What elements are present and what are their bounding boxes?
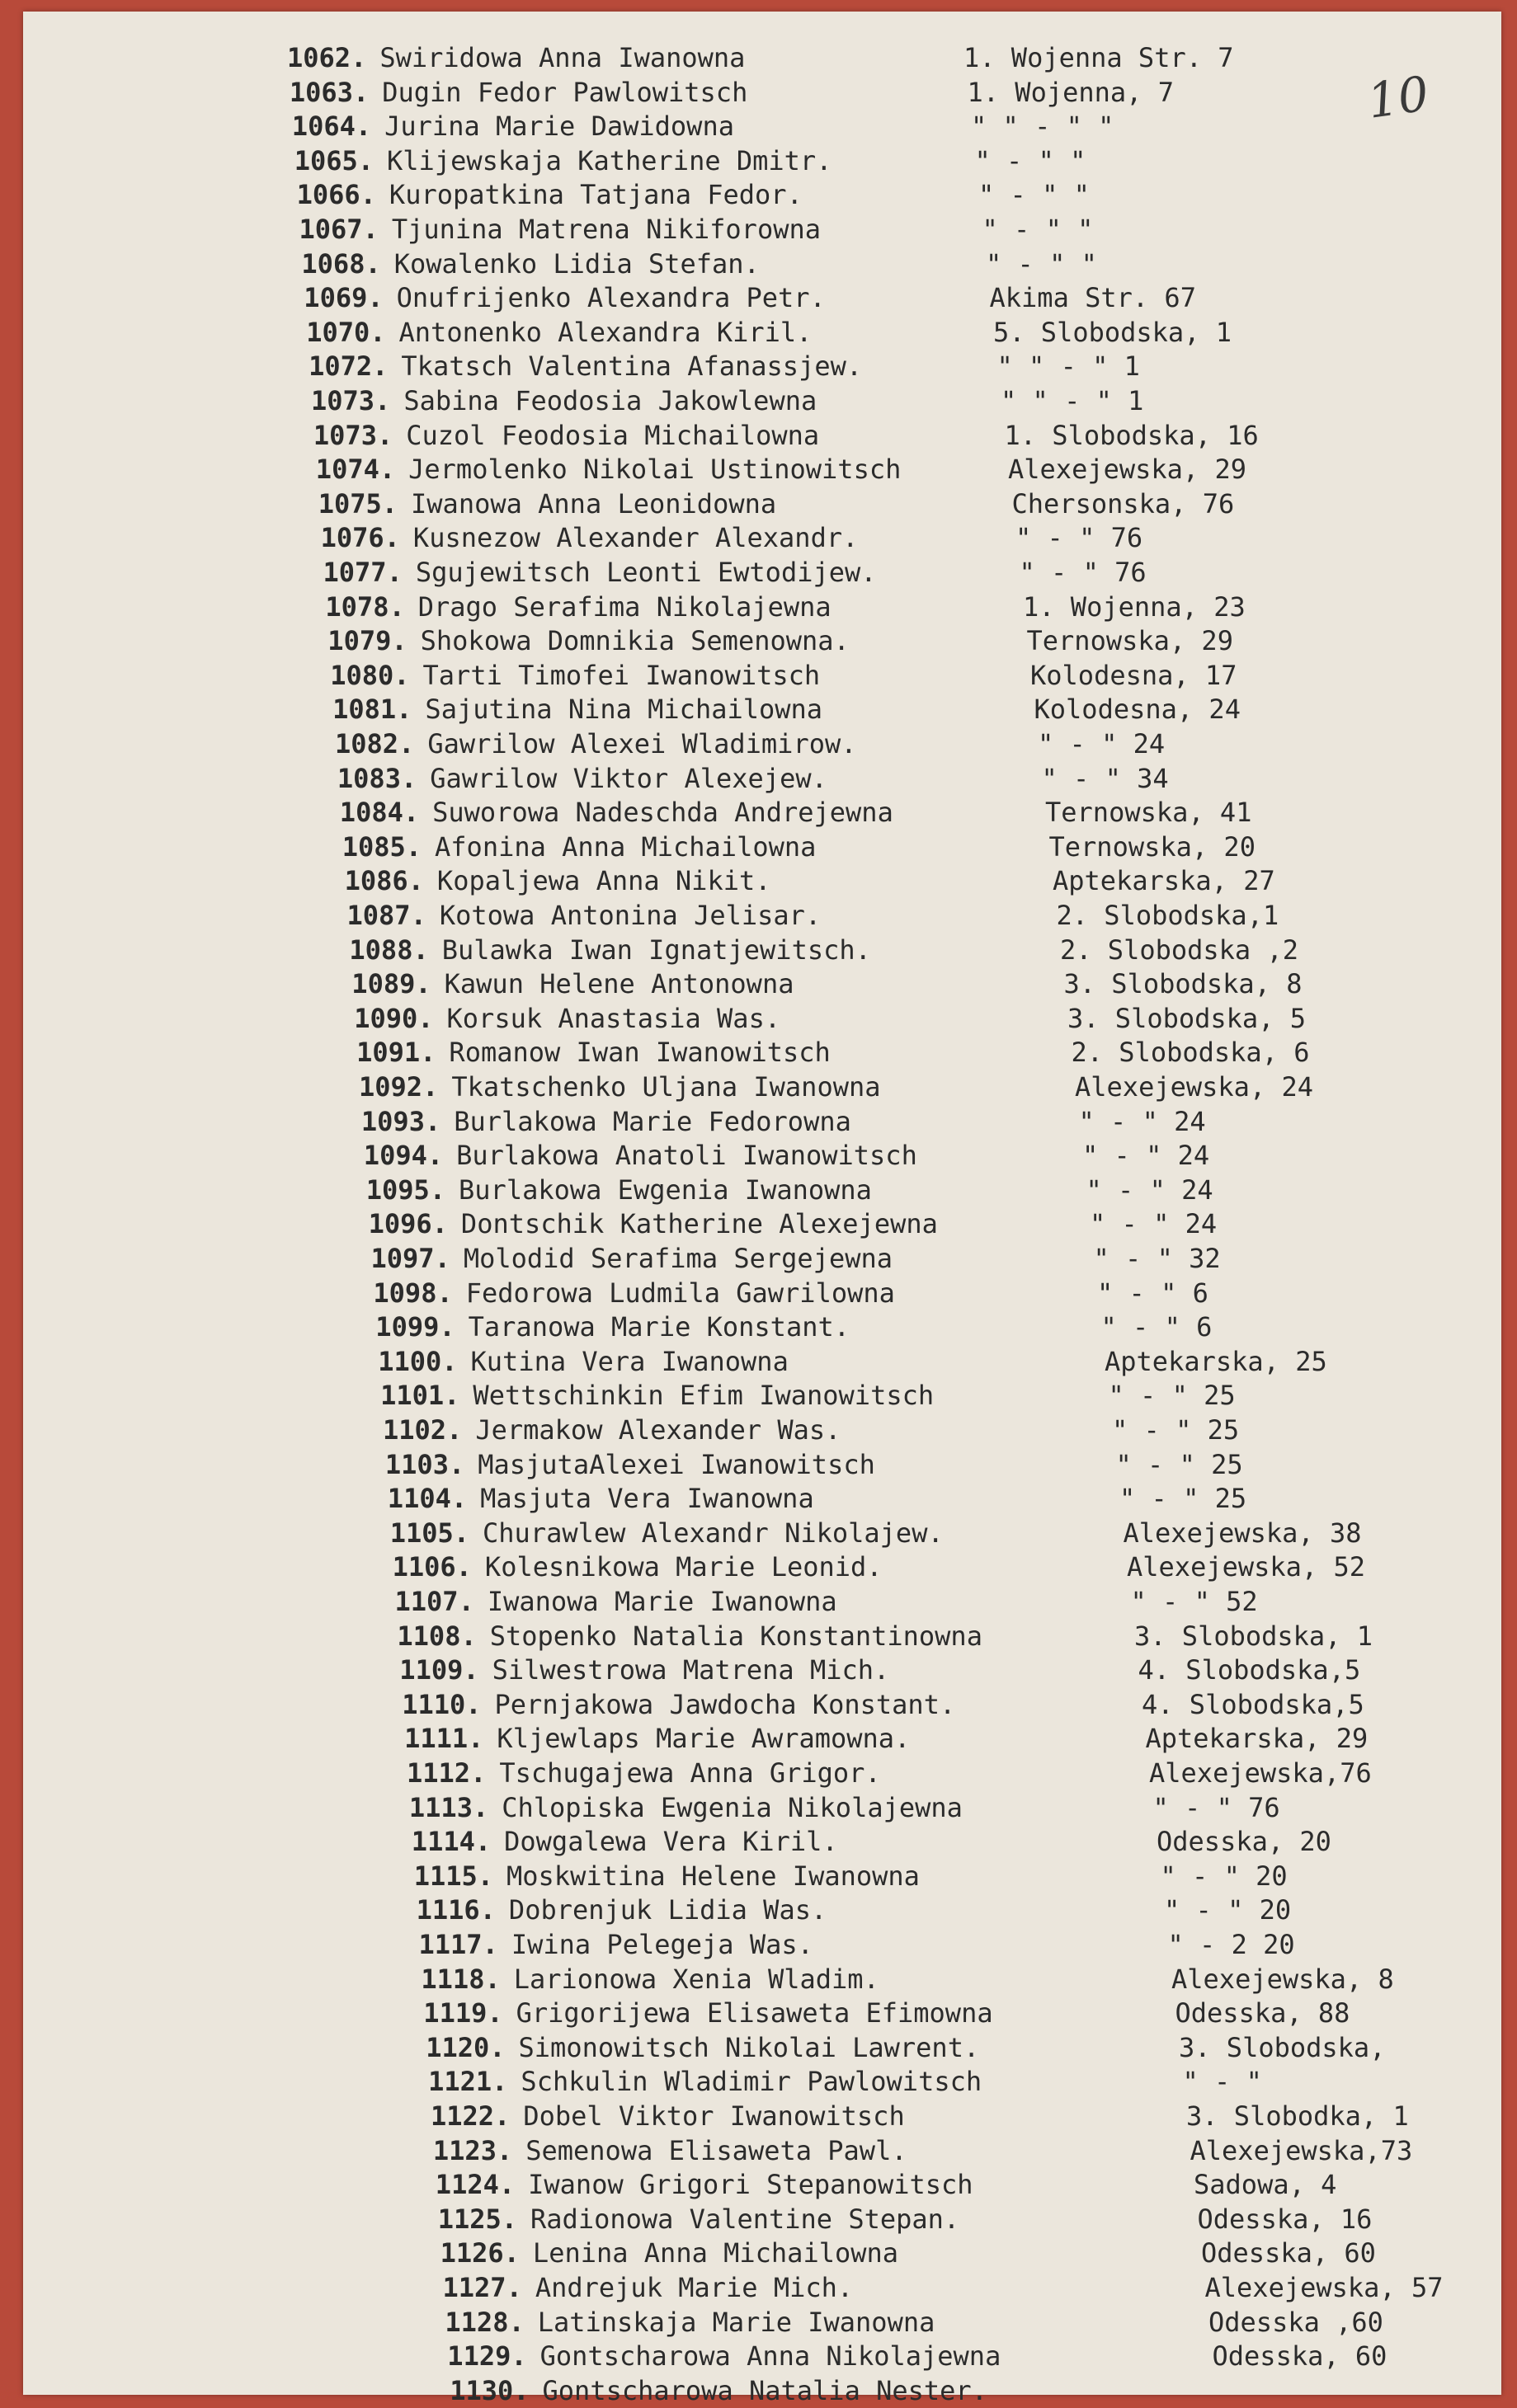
record-row [325, 590, 831, 623]
record-row [423, 1996, 992, 2029]
record-row [404, 1722, 910, 1755]
record-name: Tschugajewa Anna Grigor. [499, 1757, 881, 1789]
record-row [417, 1893, 827, 1926]
record-row [292, 110, 734, 143]
record-name: Iwanowa Anna Leonidowna [411, 487, 777, 520]
record-number: 1064. [291, 111, 372, 143]
record-address: 2. Slobodska,1 [1056, 900, 1279, 931]
record-number: 1115. [413, 1860, 494, 1892]
record-address: " - " 76 [1015, 522, 1143, 554]
record-number: 1104. [387, 1483, 468, 1515]
record-number: 1067. [299, 214, 379, 245]
record-row [318, 487, 776, 520]
record-name: Kopaljewa Anna Nikit. [436, 865, 771, 897]
record-name: Tarti Timofei Iwanowitsch [422, 659, 821, 691]
record-name: Dowgalewa Vera Kiril. [504, 1826, 838, 1858]
record-row [364, 1139, 917, 1172]
record-name: Iwanow Grigori Stepanowitsch [528, 2169, 973, 2201]
record-row [445, 2306, 935, 2339]
record-number: 1081. [332, 694, 412, 726]
record-row [383, 1413, 841, 1446]
record-name: Dugin Fedor Pawlowitsch [382, 76, 748, 108]
record-number: 1073. [313, 419, 393, 451]
record-address: " - " 20 [1160, 1860, 1288, 1892]
record-row [361, 1105, 851, 1138]
record-address: 4. Slobodska,5 [1142, 1688, 1364, 1720]
record-row [299, 213, 822, 246]
record-number: 1079. [327, 625, 408, 657]
record-name: Tkatschenko Uljana Iwanowna [451, 1071, 881, 1103]
record-number: 1089. [351, 968, 431, 1000]
record-number: 1084. [339, 797, 420, 829]
record-row [421, 1963, 879, 1996]
record-name: Burlakowa Anatoli Iwanowitsch [456, 1140, 917, 1172]
record-row [426, 2031, 979, 2064]
record-address: " " - " " [971, 111, 1114, 143]
record-address: Odesska, 16 [1197, 2203, 1373, 2235]
record-row [359, 1070, 881, 1103]
record-name: Dontschik Katherine Alexejewna [460, 1208, 938, 1240]
record-number: 1107. [394, 1586, 474, 1617]
record-number: 1082. [335, 728, 415, 760]
record-number: 1080. [330, 659, 410, 691]
record-address: Alexejewska, 57 [1204, 2272, 1444, 2303]
record-address: Odesska, 60 [1212, 2340, 1387, 2373]
record-number: 1078. [325, 590, 405, 623]
record-row [369, 1207, 938, 1240]
record-name: Gontscharowa Anna Nikolajewna [539, 2340, 1001, 2373]
record-address: " - " 52 [1130, 1586, 1258, 1617]
record-row [337, 762, 827, 795]
record-row [340, 796, 893, 829]
record-name: Latinskaja Marie Iwanowna [537, 2306, 935, 2338]
record-address: Alexejewska, 52 [1127, 1551, 1365, 1583]
record-row [393, 1550, 883, 1583]
record-number: 1111. [404, 1723, 484, 1755]
record-address: " - " 24 [1086, 1173, 1213, 1206]
record-address: Alexejewska, 24 [1075, 1071, 1313, 1103]
record-name: Dobrenjuk Lidia Was. [508, 1894, 827, 1926]
record-name: Iwina Pelegeja Was. [511, 1929, 813, 1960]
record-address: " - " 25 [1115, 1448, 1243, 1480]
record-name: Tkatsch Valentina Afanassjew. [401, 350, 863, 383]
record-row [388, 1482, 814, 1515]
record-number: 1101. [380, 1380, 460, 1412]
record-name: Sgujewitsch Leonti Ewtodijew. [415, 557, 877, 588]
record-row [433, 2134, 907, 2167]
record-address: 3. Slobodka, 1 [1186, 2100, 1409, 2132]
record-address: " - " " [974, 144, 1086, 176]
record-address: Kolodesna, 17 [1030, 659, 1237, 691]
record-number: 1086. [344, 865, 424, 897]
record-name: Grigorijewa Elisaweta Efimowna [516, 1997, 993, 2029]
record-address: Akima Str. 67 [989, 282, 1196, 314]
record-address: 1. Wojenna Str. 7 [963, 42, 1234, 73]
record-address: Chersonska, 76 [1011, 487, 1235, 520]
record-number: 1123. [432, 2134, 513, 2166]
record-row [356, 1036, 831, 1069]
handwritten-page-number: 10 [1364, 65, 1433, 129]
record-address: " - " 25 [1119, 1483, 1247, 1515]
record-row [332, 693, 822, 726]
record-name: Semenowa Elisaweta Pawl. [525, 2134, 907, 2166]
record-row [347, 899, 822, 932]
record-row [301, 247, 759, 280]
record-number: 1093. [360, 1105, 441, 1137]
record-address: Ternowska, 20 [1048, 830, 1256, 863]
record-row [306, 316, 812, 349]
record-name: Kljewlaps Marie Awramowna. [497, 1723, 911, 1755]
record-address: 5. Slobodska, 1 [993, 316, 1232, 348]
record-number: 1125. [437, 2203, 518, 2235]
record-number: 1095. [365, 1173, 446, 1206]
record-number: 1091. [356, 1037, 436, 1069]
record-number: 1063. [289, 76, 370, 108]
record-number: 1092. [359, 1071, 439, 1103]
record-row [366, 1173, 872, 1206]
record-name: Pernjakowa Jawdocha Konstant. [494, 1688, 956, 1720]
record-address: 3. Slobodska, 5 [1067, 1002, 1306, 1034]
record-address: " - " 24 [1090, 1208, 1218, 1240]
record-number: 1085. [342, 830, 422, 863]
record-number: 1106. [392, 1551, 472, 1583]
record-name: Gontscharowa Natalia Nester. [542, 2374, 987, 2406]
record-row [407, 1757, 881, 1790]
record-row [373, 1277, 895, 1310]
record-address: Alexejewska,76 [1149, 1757, 1372, 1789]
record-address: Ternowska, 41 [1045, 797, 1252, 829]
record-row [402, 1688, 955, 1721]
record-number: 1121. [428, 2066, 508, 2098]
record-number: 1099. [375, 1311, 455, 1343]
record-number: 1129. [447, 2340, 527, 2373]
record-number: 1128. [445, 2306, 525, 2338]
record-address: " - " 6 [1100, 1311, 1213, 1343]
record-row [414, 1860, 920, 1893]
record-address: 2. Slobodska ,2 [1060, 934, 1298, 966]
record-name: Gawrilow Viktor Alexejew. [430, 762, 827, 794]
record-name: Drago Serafima Nikolajewna [417, 590, 832, 623]
record-row [409, 1791, 963, 1824]
record-row [311, 384, 817, 417]
record-row [395, 1585, 837, 1618]
record-name: Swiridowa Anna Iwanowna [379, 42, 746, 73]
record-number: 1127. [442, 2272, 522, 2303]
record-name: Simonowitsch Nikolai Lawrent. [518, 2031, 980, 2063]
record-address: Alexejewska, 38 [1123, 1517, 1362, 1549]
record-name: Iwanowa Marie Iwanowna [487, 1586, 837, 1617]
record-row [397, 1620, 982, 1653]
record-number: 1090. [354, 1002, 434, 1034]
record-row [419, 1928, 813, 1961]
record-name: Fedorowa Ludmila Gawrilowna [465, 1277, 895, 1309]
record-number: 1118. [421, 1963, 501, 1995]
record-address: Ternowska, 29 [1026, 625, 1233, 657]
record-row [342, 830, 817, 863]
record-number: 1122. [431, 2100, 511, 2132]
record-address: 1. Wojenna, 23 [1023, 590, 1246, 623]
record-row [309, 350, 862, 383]
record-number: 1114. [411, 1826, 492, 1858]
record-row [431, 2100, 905, 2133]
record-row [438, 2203, 960, 2236]
record-number: 1117. [418, 1929, 498, 1960]
record-row [440, 2236, 898, 2269]
record-address: Kolodesna, 24 [1034, 694, 1241, 726]
record-row [450, 2374, 987, 2407]
record-row [335, 727, 857, 760]
record-name: Afonina Anna Michailowna [435, 830, 817, 863]
record-name: Churawlew Alexandr Nikolajew. [483, 1517, 944, 1549]
record-name: Larionowa Xenia Wladim. [513, 1963, 879, 1995]
record-row [351, 967, 794, 1000]
record-address: " - " 25 [1108, 1380, 1236, 1412]
record-name: Silwestrowa Matrena Mich. [492, 1654, 890, 1686]
record-number: 1100. [378, 1345, 458, 1377]
record-name: Radionowa Valentine Stepan. [530, 2203, 960, 2235]
record-number: 1110. [402, 1688, 482, 1720]
record-number: 1109. [399, 1654, 479, 1686]
record-number: 1097. [370, 1243, 450, 1274]
record-address: " - " [1182, 2066, 1262, 2098]
record-row [321, 521, 859, 554]
record-address: Odesska, 88 [1175, 1997, 1350, 2029]
record-row [443, 2271, 854, 2304]
record-address: 3. Slobodska, 8 [1063, 968, 1303, 1000]
record-name: Sajutina Nina Michailowna [425, 694, 823, 726]
record-number: 1103. [384, 1448, 465, 1480]
record-address: Odesska, 60 [1201, 2237, 1376, 2269]
record-name: Jermolenko Nikolai Ustinowitsch [408, 454, 902, 486]
record-name: Korsuk Anastasia Was. [446, 1002, 781, 1034]
record-number: 1102. [383, 1414, 463, 1446]
record-name: Kuropatkina Tatjana Fedor. [389, 179, 803, 211]
record-number: 1087. [346, 900, 426, 931]
record-name: Shokowa Domnikia Semenowna. [420, 625, 850, 657]
record-address: 2. Slobodska, 6 [1071, 1037, 1310, 1069]
record-number: 1072. [309, 350, 389, 383]
record-address: Alexejewska, 29 [1008, 454, 1246, 486]
record-row [375, 1310, 850, 1343]
record-address: 1. Slobodska, 16 [1004, 419, 1259, 451]
record-number: 1088. [349, 934, 429, 966]
record-row [390, 1517, 944, 1550]
records-list [23, 12, 1501, 2406]
record-number: 1077. [323, 557, 403, 588]
record-name: Stopenko Natalia Konstantinowna [489, 1620, 982, 1652]
record-row [447, 2340, 1001, 2373]
record-address: Odesska ,60 [1208, 2306, 1383, 2338]
record-row [349, 934, 871, 966]
record-address: Alexejewska,73 [1190, 2134, 1413, 2166]
record-address: " - " 76 [1152, 1791, 1280, 1823]
record-name: Bulawka Iwan Ignatjewitsch. [441, 934, 871, 966]
record-name: Molodid Serafima Sergejewna [463, 1243, 893, 1274]
record-row [412, 1825, 838, 1858]
record-address: " - " 24 [1078, 1105, 1206, 1137]
record-name: Schkulin Wladimir Pawlowitsch [521, 2066, 982, 2098]
record-number: 1124. [435, 2169, 516, 2201]
record-number: 1120. [426, 2031, 506, 2063]
record-name: Kawun Helene Antonowna [444, 968, 794, 1000]
record-address: 3. Slobodska, 1 [1134, 1620, 1373, 1652]
record-row [297, 178, 803, 211]
record-name: Andrejuk Marie Mich. [535, 2272, 854, 2303]
record-address: 1. Wojenna, 7 [967, 76, 1174, 108]
record-name: Burlakowa Marie Fedorowna [454, 1105, 851, 1137]
record-address: Aptekarska, 27 [1053, 865, 1275, 897]
record-number: 1126. [440, 2237, 520, 2269]
record-number: 1096. [368, 1208, 448, 1240]
record-number: 1073. [311, 385, 391, 416]
record-number: 1066. [296, 179, 376, 211]
record-name: Masjuta Vera Iwanowna [480, 1483, 814, 1515]
record-address: " - " 25 [1112, 1414, 1240, 1446]
record-address: " " - " 1 [996, 350, 1140, 383]
record-name: Wettschinkin Efim Iwanowitsch [473, 1380, 935, 1412]
record-row [330, 659, 820, 692]
record-name: Tjunina Matrena Nikiforowna [391, 214, 821, 245]
record-address: " - " 34 [1041, 762, 1169, 794]
record-number: 1070. [306, 316, 386, 348]
record-name: Moskwitina Helene Iwanowna [506, 1860, 920, 1892]
record-address: Aptekarska, 25 [1105, 1345, 1327, 1377]
record-number: 1065. [294, 144, 375, 176]
record-address: Alexejewska, 8 [1171, 1963, 1394, 1995]
record-name: Romanow Iwan Iwanowitsch [449, 1037, 831, 1069]
record-address: " - " 24 [1082, 1140, 1210, 1172]
record-number: 1130. [450, 2374, 530, 2406]
record-row [323, 556, 877, 589]
record-name: Taranowa Marie Konstant. [468, 1311, 850, 1343]
record-row [290, 76, 747, 109]
record-row [313, 419, 819, 452]
record-name: Suworowa Nadeschda Andrejewna [432, 797, 893, 829]
record-number: 1094. [363, 1140, 444, 1172]
record-address: 4. Slobodska,5 [1138, 1654, 1361, 1686]
record-name: Kusnezow Alexander Alexandr. [412, 522, 859, 554]
document-page [23, 12, 1501, 2406]
record-name: Kotowa Antonina Jelisar. [439, 900, 822, 931]
record-address: " - " 32 [1093, 1243, 1221, 1274]
record-row [327, 624, 850, 657]
record-name: Jurina Marie Dawidowna [384, 111, 734, 143]
record-number: 1112. [407, 1757, 487, 1789]
record-name: Cuzol Feodosia Michailowna [406, 419, 820, 451]
record-row [385, 1448, 875, 1481]
record-name: Kolesnikowa Marie Leonid. [484, 1551, 883, 1583]
record-number: 1068. [301, 247, 381, 280]
record-number: 1119. [423, 1997, 503, 2029]
record-row [399, 1653, 889, 1686]
record-name: Antonenko Alexandra Kiril. [398, 316, 813, 348]
record-number: 1083. [337, 762, 417, 794]
record-row [428, 2065, 982, 2098]
record-name: Dobel Viktor Iwanowitsch [523, 2100, 905, 2132]
record-address: " - 2 20 [1167, 1929, 1295, 1960]
record-name: MasjutaAlexei Iwanowitsch [478, 1448, 875, 1480]
record-number: 1113. [408, 1791, 489, 1823]
record-address: Odesska, 20 [1157, 1826, 1331, 1858]
record-row [294, 144, 832, 177]
record-row [345, 864, 771, 897]
record-row [316, 453, 902, 486]
record-number: 1116. [416, 1894, 496, 1926]
record-address: 3. Slobodska, [1179, 2031, 1386, 2063]
record-address: " - " 24 [1038, 728, 1166, 760]
record-number: 1098. [373, 1277, 453, 1309]
record-name: Onufrijenko Alexandra Petr. [396, 282, 826, 314]
record-row [371, 1242, 893, 1275]
record-address: " " - " 1 [1001, 385, 1144, 416]
record-name: Sabina Feodosia Jakowlewna [403, 385, 817, 416]
record-number: 1076. [320, 522, 400, 554]
record-address: " - " 6 [1097, 1277, 1208, 1309]
record-address: " - " " [986, 247, 1097, 280]
record-row [304, 281, 826, 314]
record-address: Sadowa, 4 [1194, 2169, 1337, 2201]
record-row [378, 1345, 789, 1378]
record-name: Gawrilow Alexei Wladimirow. [427, 728, 857, 760]
record-row [354, 1002, 780, 1035]
record-name: Kowalenko Lidia Stefan. [393, 247, 760, 280]
record-address: Aptekarska, 29 [1145, 1723, 1369, 1755]
record-number: 1108. [397, 1620, 477, 1652]
record-number: 1074. [315, 454, 396, 486]
record-row [287, 41, 745, 74]
record-name: Burlakowa Ewgenia Iwanowna [459, 1173, 872, 1206]
record-number: 1075. [318, 487, 398, 520]
record-name: Lenina Anna Michailowna [532, 2237, 899, 2269]
record-number: 1105. [389, 1517, 470, 1549]
record-name: Chlopiska Ewgenia Nikolajewna [502, 1791, 963, 1823]
record-row [436, 2168, 973, 2201]
record-address: " - " 20 [1164, 1894, 1292, 1926]
record-name: Klijewskaja Katherine Dmitr. [387, 144, 832, 176]
record-row [380, 1379, 934, 1412]
record-address: " - " 76 [1019, 557, 1147, 588]
record-name: Jermakow Alexander Was. [475, 1414, 841, 1446]
record-name: Kutina Vera Iwanowna [470, 1345, 789, 1377]
record-address: " - " " [978, 179, 1090, 211]
record-number: 1069. [304, 282, 384, 314]
record-number: 1062. [287, 42, 367, 73]
record-address: " - " " [982, 214, 1094, 245]
